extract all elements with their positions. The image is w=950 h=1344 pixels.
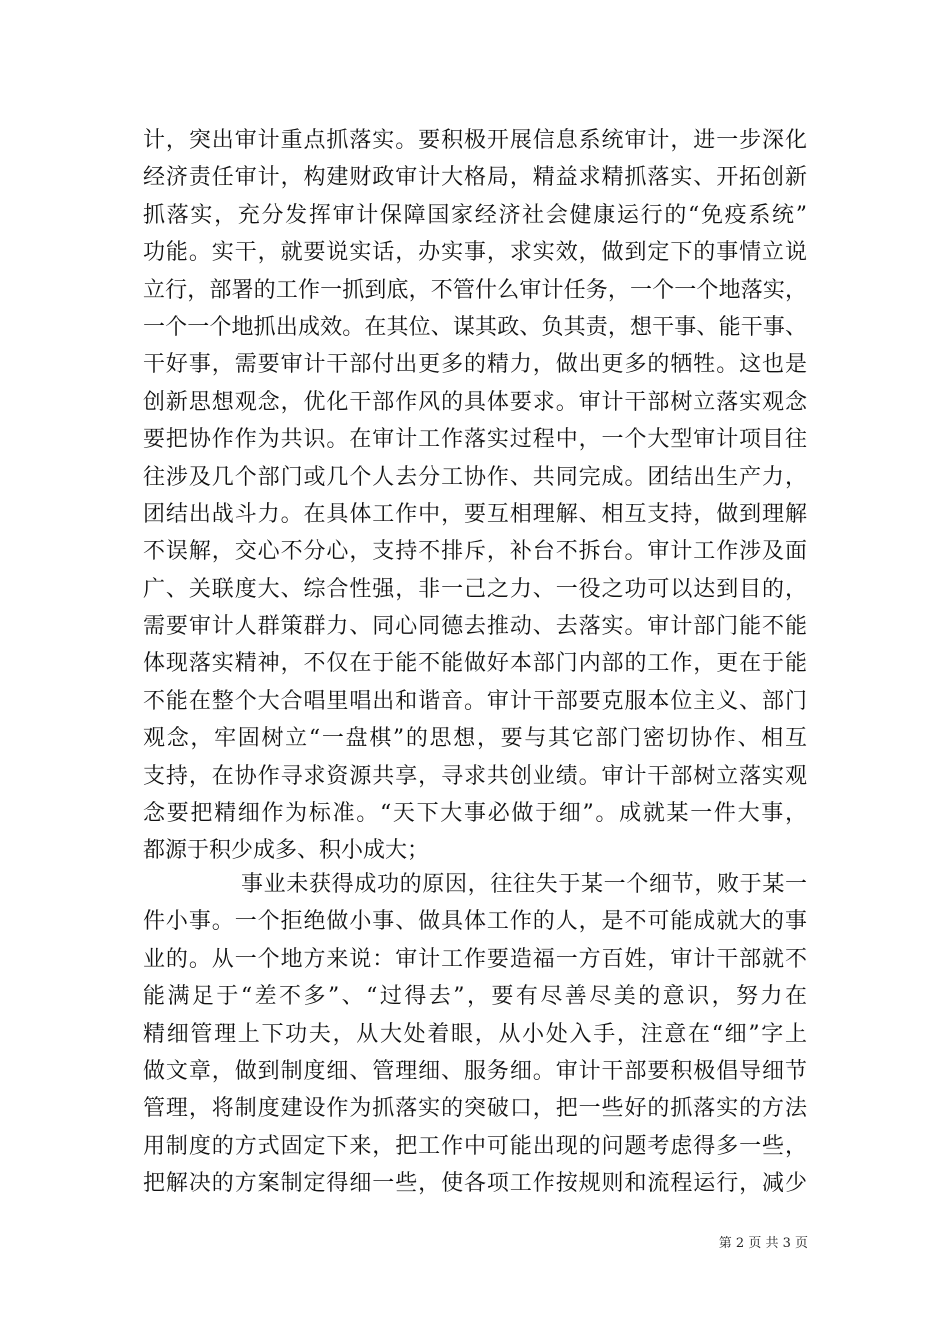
text-line: 精细管理上下功夫，从大处着眼，从小处入手，注意在“细”字上 bbox=[143, 1021, 807, 1047]
text-line: 观念，牢固树立“一盘棋”的思想，要与其它部门密切协作、相互 bbox=[143, 726, 807, 752]
text-line: 念要把精细作为标准。“天下大事必做于细”。成就某一件大事， bbox=[143, 801, 807, 827]
text-line: 往涉及几个部门或几个人去分工协作、共同完成。团结出生产力， bbox=[143, 464, 807, 490]
text-line: 要把协作作为共识。在审计工作落实过程中，一个大型审计项目往 bbox=[143, 427, 807, 453]
text-line: 创新思想观念，优化干部作风的具体要求。审计干部树立落实观念 bbox=[143, 389, 807, 415]
text-line: 干好事，需要审计干部付出更多的精力，做出更多的牺牲。这也是 bbox=[143, 352, 807, 378]
text-line: 件小事。一个拒绝做小事、做具体工作的人，是不可能成就大的事 bbox=[143, 909, 807, 935]
text-line: 一个一个地抓出成效。在其位、谋其政、负其责，想干事、能干事、 bbox=[143, 314, 807, 340]
text-line: 业的。从一个地方来说：审计工作要造福一方百姓，审计干部就不 bbox=[143, 946, 807, 972]
text-line: 支持，在协作寻求资源共享，寻求共创业绩。审计干部树立落实观 bbox=[143, 763, 807, 789]
text-line: 抓落实，充分发挥审计保障国家经济社会健康运行的“免疫系统” bbox=[143, 202, 807, 228]
text-line: 不能在整个大合唱里唱出和谐音。审计干部要克服本位主义、部门 bbox=[143, 688, 807, 714]
text-line: 事业未获得成功的原因，往往失于某一个细节，败于某一 bbox=[241, 872, 807, 897]
text-line: 广、关联度大、综合性强，非一己之力、一役之功可以达到目的， bbox=[143, 576, 807, 602]
text-line: 管理，将制度建设作为抓落实的突破口，把一些好的抓落实的方法 bbox=[143, 1096, 807, 1122]
text-line: 经济责任审计，构建财政审计大格局，精益求精抓落实、开拓创新 bbox=[143, 165, 807, 191]
paragraph-1 bbox=[143, 122, 807, 870]
text-line: 立行，部署的工作一抓到底，不管什么审计任务，一个一个地落实， bbox=[143, 277, 807, 303]
text-line: 计，突出审计重点抓落实。要积极开展信息系统审计，进一步深化 bbox=[143, 128, 807, 153]
text-line: 需要审计人群策群力、同心同德去推动、去落实。审计部门能不能 bbox=[143, 614, 807, 640]
text-line: 把解决的方案制定得细一些，使各项工作按规则和流程运行，减少 bbox=[143, 1171, 807, 1197]
text-line: 用制度的方式固定下来，把工作中可能出现的问题考虑得多一些， bbox=[143, 1133, 807, 1159]
text-line: 团结出战斗力。在具体工作中，要互相理解、相互支持，做到理解 bbox=[143, 501, 807, 527]
text-line: 体现落实精神，不仅在于能不能做好本部门内部的工作，更在于能 bbox=[143, 651, 807, 677]
text-line: 都源于积少成多、积小成大； bbox=[143, 838, 430, 864]
text-line: 做文章，做到制度细、管理细、服务细。审计干部要积极倡导细节 bbox=[143, 1058, 807, 1084]
page-footer: 第 2 页 共 3 页 bbox=[718, 1236, 808, 1251]
paragraph-2 bbox=[143, 866, 807, 1203]
text-line: 能满足于“差不多”、“过得去”，要有尽善尽美的意识，努力在 bbox=[143, 984, 807, 1010]
text-line: 功能。实干，就要说实话，办实事，求实效，做到定下的事情立说 bbox=[143, 240, 807, 266]
text-line: 不误解，交心不分心，支持不排斥，补台不拆台。审计工作涉及面 bbox=[143, 539, 807, 565]
